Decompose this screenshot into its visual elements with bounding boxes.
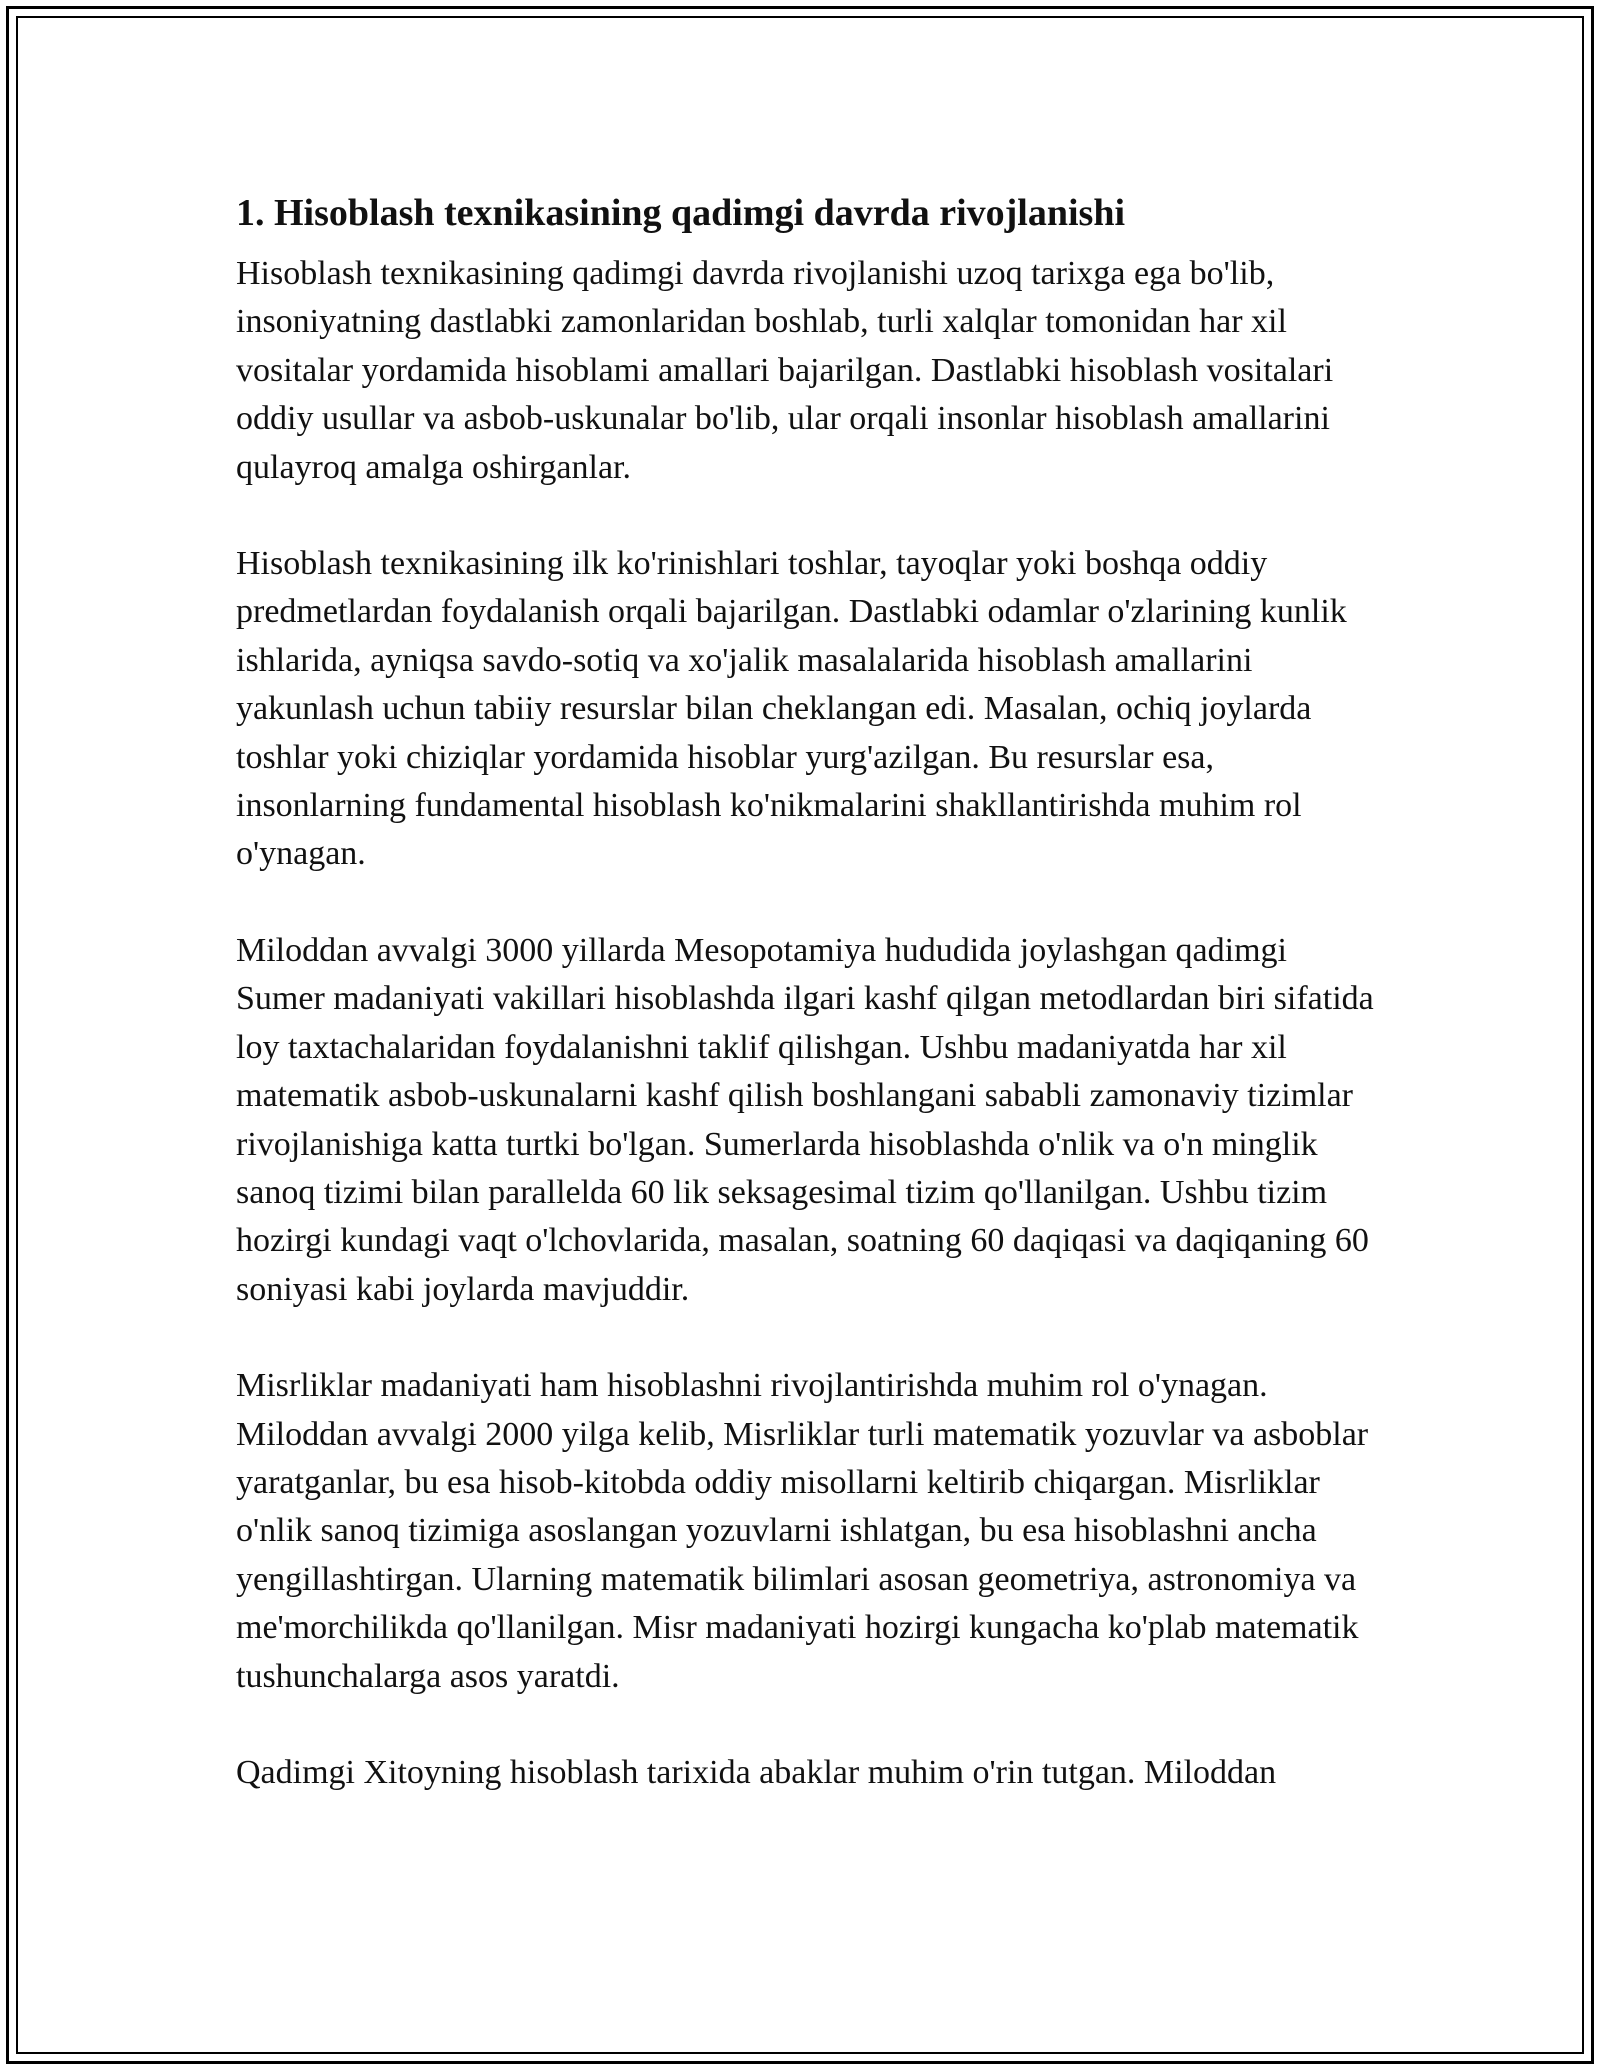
document-body bbox=[236, 186, 1376, 1845]
paragraph-sumer: Miloddan avvalgi 3000 yillarda Mesopotamiya hududida joylashgan qadimgi Sumer madaniyati vakillari hisoblashda ilgari kashf qilgan metodlardan biri sifatida loy taxtachalaridan foydalanishni taklif qilishgan. Ushbu madaniyatda har xil matematik asbob-uskunalarni kashf qilish boshlangani sababli zamonaviy tizimlar rivojlanishiga katta turtki bo'lgan. Sumerlarda hisoblashda o'nlik va o'n minglik sanoq tizimi bilan parallelda 60 lik seksagesimal tizim qo'llanilgan. Ushbu tizim hozirgi kundagi vaqt o'lchovlarida, masalan, soatning 60 daqiqasi va daqiqaning 60 soniyasi kabi joylarda mavjuddir. bbox=[236, 931, 1374, 1308]
section-heading: 1. Hisoblash texnikasining qadimgi davrda rivojlanishi bbox=[236, 192, 1126, 234]
paragraph-egypt: Misrliklar madaniyati ham hisoblashni rivojlantirishda muhim rol o'ynagan. Miloddan avvalgi 2000 yilga kelib, Misrliklar turli matematik yozuvlar va asboblar yaratganlar, bu esa hisob-kitobda oddiy misollarni keltirib chiqargan. Misrliklar o'nlik sanoq tizimiga asoslangan yozuvlarni ishlatgan, bu esa hisoblashni ancha yengillashtirgan. Ularning matematik bilimlari asosan geometriya, astronomiya va me'morchilikda qo'llanilgan. Misr madaniyati hozirgi kungacha ko'plab matematik tushunchalarga asos yaratdi. bbox=[236, 1367, 1369, 1695]
paragraph-china: Qadimgi Xitoyning hisoblash tarixida abaklar muhim o'rin tutgan. Miloddan bbox=[236, 1753, 1277, 1791]
paragraph-intro: Hisoblash texnikasining qadimgi davrda rivojlanishi uzoq tarixga ega bo'lib, insoniyatning dastlabki zamonlaridan boshlab, turli xalqlar tomonidan har xil vositalar yordamida hisoblami amallari bajarilgan. Dastlabki hisoblash vositalari oddiy usullar va asbob-uskunalar bo'lib, ular orqali insonlar hisoblash amallarini qulayroq amalga oshirganlar. bbox=[236, 255, 1334, 486]
paragraph-early-tools: Hisoblash texnikasining ilk ko'rinishlari toshlar, tayoqlar yoki boshqa oddiy predmetlardan foydalanish orqali bajarilgan. Dastlabki odamlar o'zlarining kunlik ishlarida, ayniqsa savdo-sotiq va xo'jalik masalalarida hisoblash amallarini yakunlash uchun tabiiy resurslar bilan cheklangan edi. Masalan, ochiq joylarda toshlar yoki chiziqlar yordamida hisoblar yurg'azilgan. Bu resurslar esa, insonlarning fundamental hisoblash ko'nikmalarini shakllantirishda muhim rol o'ynagan. bbox=[236, 545, 1347, 873]
